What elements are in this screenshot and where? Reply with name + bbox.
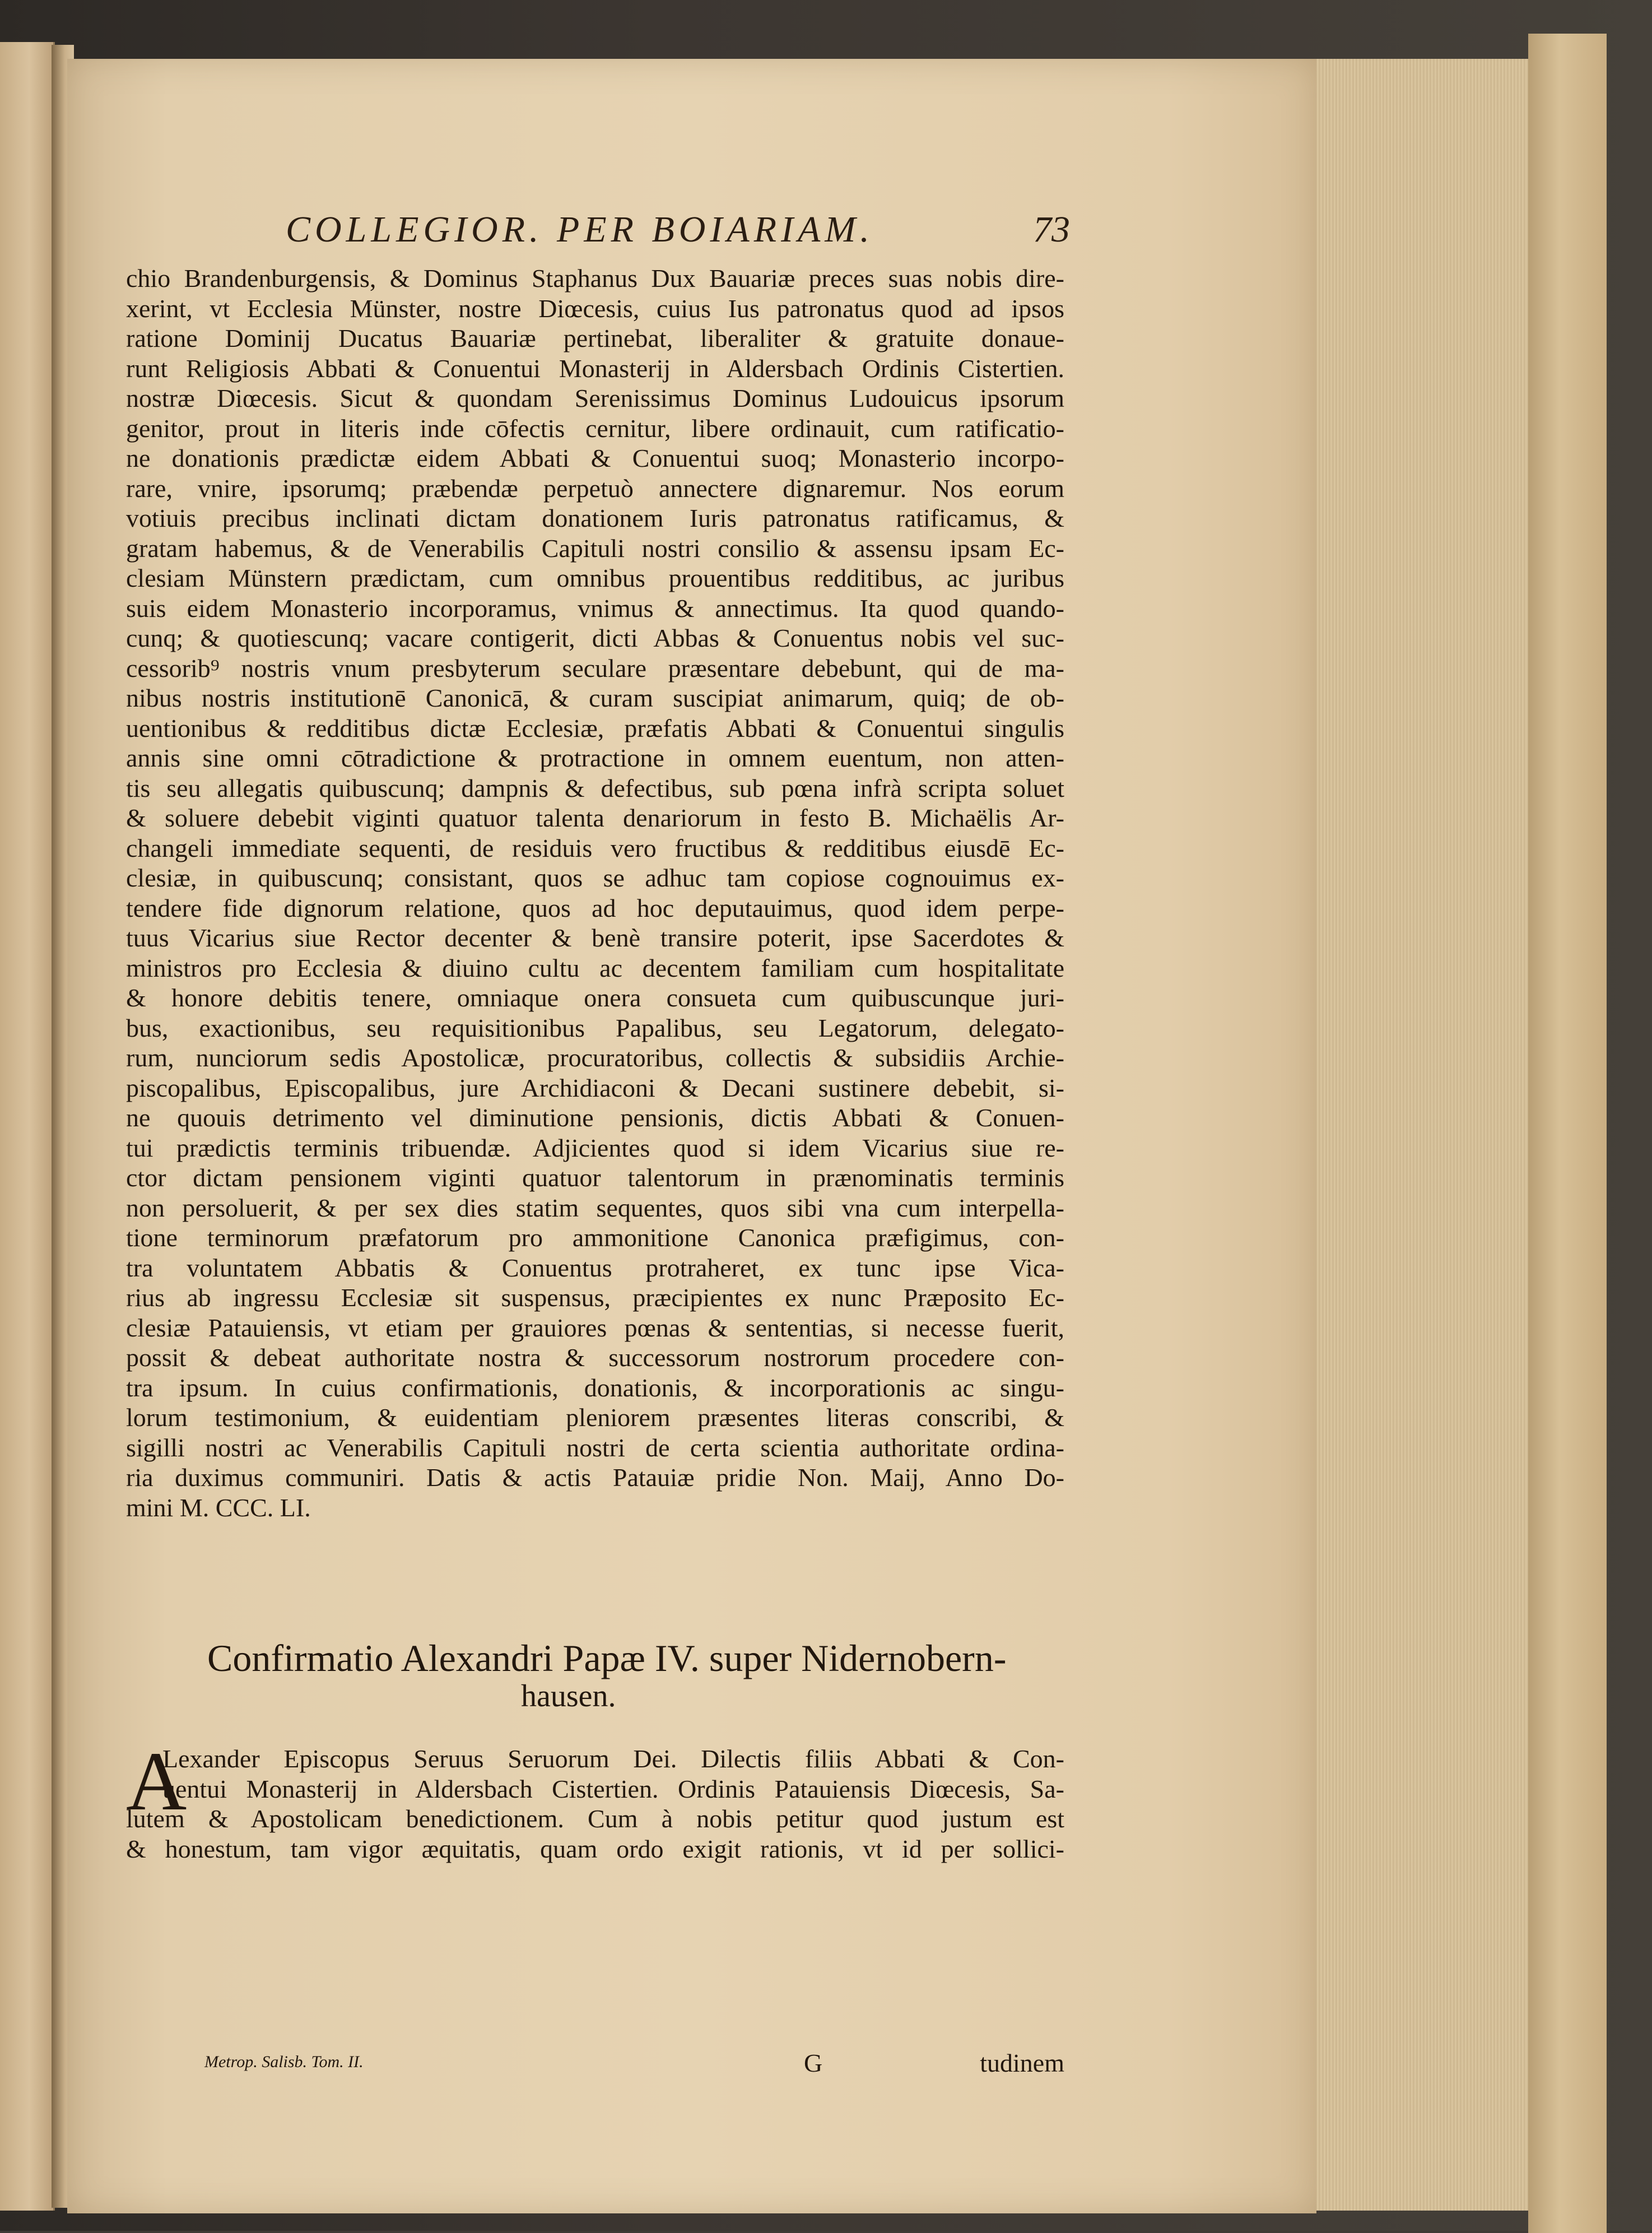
text-line: tione terminorum præfatorum pro ammonitione Canonica præfigimus, con- xyxy=(126,1223,1064,1252)
text-line: clesiæ, in quibuscunq; consistant, quos se adhuc tam copiose cognouimus ex- xyxy=(126,864,1064,892)
letter-line: & honestum, tam vigor æquitatis, quam ordo exigit rationis, vt id per sollici- xyxy=(126,1834,1064,1863)
body-text xyxy=(126,263,1064,1522)
letter-text xyxy=(126,1744,1064,1864)
text-line: clesiam Münstern prædictam, cum omnibus prouentibus redditibus, ac juribus xyxy=(126,564,1064,592)
text-line: tuus Vicarius siue Rector decenter & benè transire poterit, ipse Sacerdotes & xyxy=(126,923,1064,952)
text-line: & soluere debebit viginti quatuor talenta denariorum in festo B. Michaëlis Ar- xyxy=(126,804,1064,832)
page-number: 73 xyxy=(1033,209,1070,250)
text-line: ratione Dominij Ducatus Bauariæ pertinebat, liberaliter & gratuite donaue- xyxy=(126,324,1064,352)
text-line: mini M. CCC. LI. xyxy=(126,1493,311,1522)
text-line: ria duximus communiri. Datis & actis Patauiæ pridie Non. Maij, Anno Do- xyxy=(126,1463,1064,1492)
signature-mark: G xyxy=(804,2049,823,2077)
page-footer xyxy=(204,2048,1064,2082)
text-line: bus, exactionibus, seu requisitionibus Papalibus, seu Legatorum, delegato- xyxy=(126,1013,1064,1042)
text-line: non persoluerit, & per sex dies statim sequentes, quos sibi vna cum interpella- xyxy=(126,1193,1064,1222)
catchword: tudinem xyxy=(980,2049,1064,2077)
text-line: nibus nostris institutionē Canonicā, & curam suscipiat animarum, quiq; de ob- xyxy=(126,684,1064,712)
section-heading: Confirmatio Alexandri Papæ IV. super Nidernobern- xyxy=(207,1637,1007,1679)
text-line: ne quouis detrimento vel diminutione pensionis, dictis Abbati & Conuen- xyxy=(126,1103,1064,1132)
text-line: nostræ Diœcesis. Sicut & quondam Serenissimus Dominus Ludouicus ipsorum xyxy=(126,384,1064,412)
text-line: runt Religiosis Abbati & Conuentui Monasterij in Aldersbach Ordinis Cistertien. xyxy=(126,354,1064,383)
running-title: COLLEGIOR. PER BOIARIAM. xyxy=(286,209,874,250)
running-header xyxy=(286,208,1070,259)
text-line: changeli immediate sequenti, de residuis vero fructibus & redditibus eiusdē Ec- xyxy=(126,833,1064,862)
letter-line: lutem & Apostolicam benedictionem. Cum à nobis petitur quod justum est xyxy=(126,1804,1064,1833)
text-line: piscopalibus, Episcopalibus, jure Archidiaconi & Decani sustinere debebit, si- xyxy=(126,1073,1064,1102)
text-line: genitor, prout in literis inde cōfectis cernitur, libere ordinauit, cum ratificatio- xyxy=(126,414,1064,443)
letter-line: Lexander Episcopus Seruus Seruorum Dei. Dilectis filiis Abbati & Con- xyxy=(162,1744,1064,1773)
text-line: ctor dictam pensionem viginti quatuor talentorum in prænominatis terminis xyxy=(126,1163,1064,1192)
text-line: lorum testimonium, & euidentiam pleniorem præsentes literas conscribi, & xyxy=(126,1403,1064,1432)
text-line: cessorib⁹ nostris vnum presbyterum seculare præsentare debebunt, qui de ma- xyxy=(126,653,1064,683)
drop-cap-initial: A xyxy=(126,1735,187,1828)
facing-page-edge xyxy=(0,42,55,2211)
text-line: uentionibus & redditibus dictæ Ecclesiæ, præfatis Abbati & Conuentui singulis xyxy=(126,713,1064,742)
letter-line: uentui Monasterij in Aldersbach Cistertien. Ordinis Patauiensis Diœcesis, Sa- xyxy=(162,1774,1064,1803)
text-line: xerint, vt Ecclesia Münster, nostre Diœcesis, cuius Ius patronatus quod ad ipsos xyxy=(126,294,1064,323)
text-line: possit & debeat authoritate nostra & successorum nostrorum procedere con- xyxy=(126,1343,1064,1372)
text-line: gratam habemus, & de Venerabilis Capituli nostri consilio & assensu ipsam Ec- xyxy=(126,533,1064,563)
text-line: votiuis precibus inclinati dictam donationem Iuris patronatus ratificamus, & xyxy=(126,504,1064,532)
page-edges xyxy=(1305,59,1533,2211)
text-line: tra voluntatem Abbatis & Conuentus protraheret, ex tunc ipse Vica- xyxy=(126,1253,1064,1282)
text-line: rare, vnire, ipsorumq; præbendæ perpetuò annectere dignaremur. Nos eorum xyxy=(126,473,1064,503)
text-line: clesiæ Patauiensis, vt etiam per grauiores pœnas & sententias, si necesse fuerit, xyxy=(126,1313,1064,1342)
text-line: chio Brandenburgensis, & Dominus Staphanus Dux Bauariæ preces suas nobis dire- xyxy=(126,264,1064,293)
text-line: tendere fide dignorum relatione, quos ad hoc deputauimus, quod idem perpe- xyxy=(126,893,1064,922)
text-line: tui prædictis terminis tribuendæ. Adjicientes quod si idem Vicarius siue re- xyxy=(126,1133,1064,1162)
text-line: cunq; & quotiescunq; vacare contigerit, dicti Abbas & Conuentus nobis vel suc- xyxy=(126,624,1064,652)
text-line: ministros pro Ecclesia & diuino cultu ac decentem familiam cum hospitalitate xyxy=(126,953,1064,982)
text-line: & honore debitis tenere, omniaque onera consueta cum quibuscunque juri- xyxy=(126,983,1064,1012)
text-line: ne donationis prædictæ eidem Abbati & Conuentui suoq; Monasterio incorpo- xyxy=(126,444,1064,472)
text-line: tis seu allegatis quibuscunq; dampnis & defectibus, sub pœna infrà scripta soluet xyxy=(126,773,1064,802)
book-cover-edge xyxy=(1528,34,1607,2233)
text-line: tra ipsum. In cuius confirmationis, donationis, & incorporationis ac singu- xyxy=(126,1373,1064,1402)
text-line: suis eidem Monasterio incorporamus, vnimus & annectimus. Ita quod quando- xyxy=(126,593,1064,623)
text-line: rum, nunciorum sedis Apostolicæ, procuratoribus, collectis & subsidiis Archie- xyxy=(126,1043,1064,1072)
text-line: rius ab ingressu Ecclesiæ sit suspensus, præcipientes ex nunc Præposito Ec- xyxy=(126,1283,1064,1312)
section-heading-continuation: hausen. xyxy=(521,1679,616,1714)
text-line: sigilli nostri ac Venerabilis Capituli nostri de certa scientia authoritate ordina- xyxy=(126,1433,1064,1462)
signature-note: Metrop. Salisb. Tom. II. xyxy=(204,2053,364,2071)
text-line: annis sine omni cōtradictione & protractione in omnem euentum, non atten- xyxy=(126,744,1064,772)
